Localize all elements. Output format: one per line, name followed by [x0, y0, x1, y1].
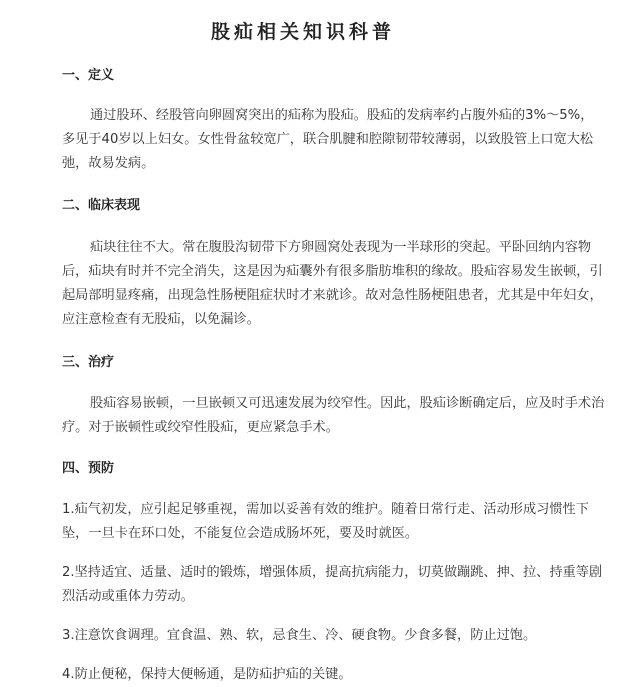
section-heading-definition: 一、定义: [62, 68, 115, 83]
prevention-item: 1.疝气初发，应引起足够重视，需加以妥善有效的维护。随着日常行走、活动形成习惯性下坠，一旦卡在环口处，不能复位会造成肠坏死，要及时就医。: [62, 502, 589, 541]
section-paragraph-treatment: 股疝容易嵌顿，一旦嵌顿又可迅速发展为绞窄性。因此，股疝诊断确定后，应及时手术治疗。对于嵌顿性或绞窄性股疝，更应紧急手术。: [62, 396, 605, 435]
section-heading-clinical: 二、临床表现: [62, 198, 141, 213]
section-heading-prevention: 四、预防: [62, 461, 115, 476]
prevention-item: 4.防止便秘，保持大便畅通，是防疝护疝的关键。: [62, 667, 352, 682]
prevention-item: 3.注意饮食调理。宜食温、熟、软，忌食生、冷、硬食物。少食多餐，防止过饱。: [62, 628, 537, 643]
prevention-item: 2.坚持适宜、适量、适时的锻炼，增强体质，提高抗病能力，切莫做蹦跳、抻、拉、持重等剧烈活动或重体力劳动。: [62, 565, 603, 604]
section-heading-treatment: 三、治疗: [62, 355, 115, 370]
section-paragraph-clinical: 疝块往往不大。常在腹股沟韧带下方卵圆窝处表现为一半球形的突起。平卧回纳内容物后，疝块有时并不完全消失，这是因为疝囊外有很多脂肪堆积的缘故。股疝容易发生嵌顿，引起局部明显疼痛，出现急性肠梗阻症状时才来就诊。故对急性肠梗阻患者，尤其是中年妇女，应注意检查有无股疝，以免漏诊。: [62, 240, 603, 327]
section-paragraph-definition: 通过股环、经股管向卵圆窝突出的疝称为股疝。股疝的发病率约占腹外疝的3%～5%，多见于40岁以上妇女。女性骨盆较宽广，联合肌腱和腔隙韧带较薄弱，以致股管上口宽大松弛，故易发病。: [62, 108, 594, 171]
article-title: 股疝相关知识科普: [210, 21, 395, 43]
